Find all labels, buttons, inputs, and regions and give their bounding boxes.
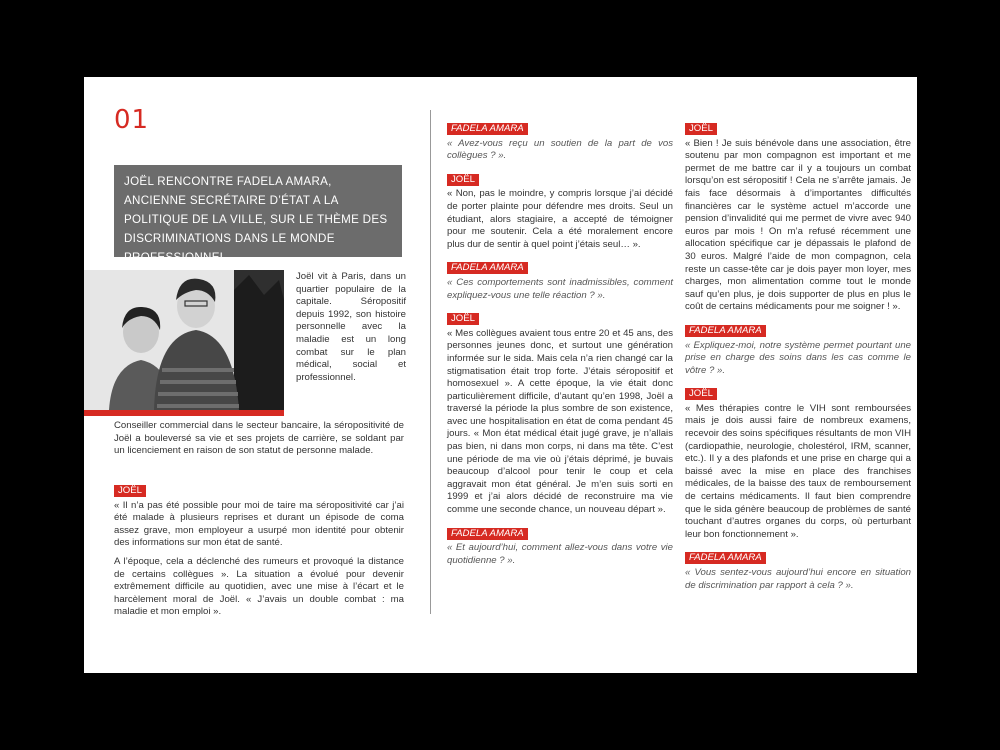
speaker-tag: JOËL: [685, 123, 717, 135]
speaker-tag: FADELA AMARA: [447, 123, 528, 135]
question-item: [685, 552, 911, 592]
speaker-tag: FADELA AMARA: [447, 262, 528, 274]
answer-text: A l’époque, cela a déclenché des rumeurs et provoqué la distance de certains collègues ». La situation a évolué pour devenir extrêmement difficile au quotidien, avec une mise à l’écart et le harcèlement moral de Joël. « J’avais un double combat : ma maladie et mon emploi ».: [114, 555, 404, 618]
context-paragraph: Conseiller commercial dans le secteur bancaire, la séropositivité de Joël a bouleversé sa vie et ses projets de carrière, se soldant par un licenciement en raison de son statut de personne malade.: [114, 420, 404, 457]
article-title: JOËL RENCONTRE FADELA AMARA, ANCIENNE SECRÉTAIRE D’ÉTAT A LA POLITIQUE DE LA VILLE, SUR LE THÈME DES DISCRIMINATIONS DANS LE MONDE PROFESSIONNEL: [114, 165, 402, 257]
left-answer: [114, 485, 404, 619]
brochure-spread: [84, 77, 917, 673]
chapter-number: 01: [114, 105, 150, 135]
portrait-photo: [84, 270, 284, 416]
speaker-tag: FADELA AMARA: [685, 325, 766, 337]
question-text: « Et aujourd’hui, comment allez-vous dans votre vie quotidienne ? ».: [447, 542, 673, 566]
speaker-tag: JOËL: [447, 174, 479, 186]
answer-item: [447, 174, 673, 252]
answer-text: « Mes collègues avaient tous entre 20 et 45 ans, des personnes jeunes donc, et surtout une génération informée sur le sida. Mais cela n’a rien changé car la stigmatisation était trop forte. J’étais séropositif et homosexuel ». A cette époque, la vie était donc particulièrement difficile, d’autant qu’en 1998, Joël a traversé la période la plus sombre de son existence, avec une hospitalisation en état de coma pendant 45 jours. « Mon état médical était jugé grave, je n’allais pas bien, ni dans mon corps, ni dans ma tête. C’est une période de ma vie où j’étais déprimé, je buvais beaucoup d’alcool pour tenir le coup et cela aggravait mon état général. Je m’en suis sorti en 1999 et j’ai alors décidé de reconstruire ma vie comme une seconde chance, un nouveau départ ».: [447, 327, 673, 516]
speaker-tag: JOËL: [114, 485, 146, 497]
question-text: « Expliquez-moi, notre système permet pourtant une prise en charge des soins dans les cas comme le vôtre ? ».: [685, 339, 911, 376]
speaker-tag: JOËL: [685, 388, 717, 400]
answer-text: « Non, pas le moindre, y compris lorsque j’ai décidé de porter plainte pour défendre mes droits. Seul un étudiant, alors stagiaire, a accepté de témoigner pour me soutenir. Cela a été moralement encore plus dur de sentir à quel point j’étais seul… ».: [447, 188, 673, 250]
question-text: « Vous sentez-vous aujourd’hui encore en situation de discrimination par rapport à cela ? ».: [685, 567, 911, 591]
middle-column: [447, 123, 673, 578]
intro-text: [296, 271, 406, 384]
answer-text: « Mes thérapies contre le VIH sont remboursées mais je dois aussi faire de nombreux examens, recevoir des soins spécifiques résultants de mon VIH (cardiopathie, neurologie, cholestérol, IRM, scanner, etc.). Il y a des plafonds et une prise en charge qui a baissé avec la mise en place des franchises médicales, de la baisse des taux de remboursement de certains médicaments. Il faut bien comprendre que le sida génère beaucoup de problèmes de santé touchant d’autres organes du corps, où perturbant leur bon fonctionnement ».: [685, 402, 911, 540]
right-column: [685, 123, 911, 603]
portrait-illustration: [84, 270, 284, 410]
column-divider: [430, 110, 431, 614]
answer-text: « Bien ! Je suis bénévole dans une association, être soutenu par mon compagnon est important et me permet de me battre car il y a toujours un combat lorsqu’on est séropositif ! Cela ne s’arrête jamais. Je fais face désormais à d’importantes difficultés financières car le système actuel m’accorde une pension d’invalidité qui me permet de vivre avec 940 euros par mois ! On m’a refusé récemment une allocation spécifique car je dépassais le plafond de 30 euros. Malgré l’aide de mon compagnon, cela reste un casse-tête car je dois payer mon loyer, mes charges, mon alimentation comme tout le monde sauf qu’en plus, je dois supporter de plus en plus le coût de certains médicaments pour me soigner ! ».: [685, 137, 911, 313]
question-text: « Ces comportements sont inadmissibles, comment expliquez-vous une telle réaction ? ».: [447, 276, 673, 301]
question-text: « Avez-vous reçu un soutien de la part de vos collègues ? ».: [447, 137, 673, 162]
answer-text: « Il n’a pas été possible pour moi de taire ma séropositivité car j’ai été malade à plusieurs reprises et durant un épisode de coma assez grave, mon employeur a usurpé mon identité pour obtenir des informations sur mon état de santé.: [114, 499, 404, 549]
answer-item: [685, 388, 911, 541]
answer-item: [447, 313, 673, 517]
question-item: [447, 123, 673, 163]
question-item: [685, 325, 911, 377]
question-item: [447, 528, 673, 568]
answer-item: [685, 123, 911, 314]
question-item: [447, 262, 673, 302]
speaker-tag: FADELA AMARA: [447, 528, 528, 540]
speaker-tag: FADELA AMARA: [685, 552, 766, 564]
intro-paragraph: Joël vit à Paris, dans un quartier populaire de la capitale. Séropositif depuis 1992, son histoire personnelle avec la maladie est un long combat sur le plan médical, social et professionnel.: [296, 271, 406, 383]
speaker-tag: JOËL: [447, 313, 479, 325]
